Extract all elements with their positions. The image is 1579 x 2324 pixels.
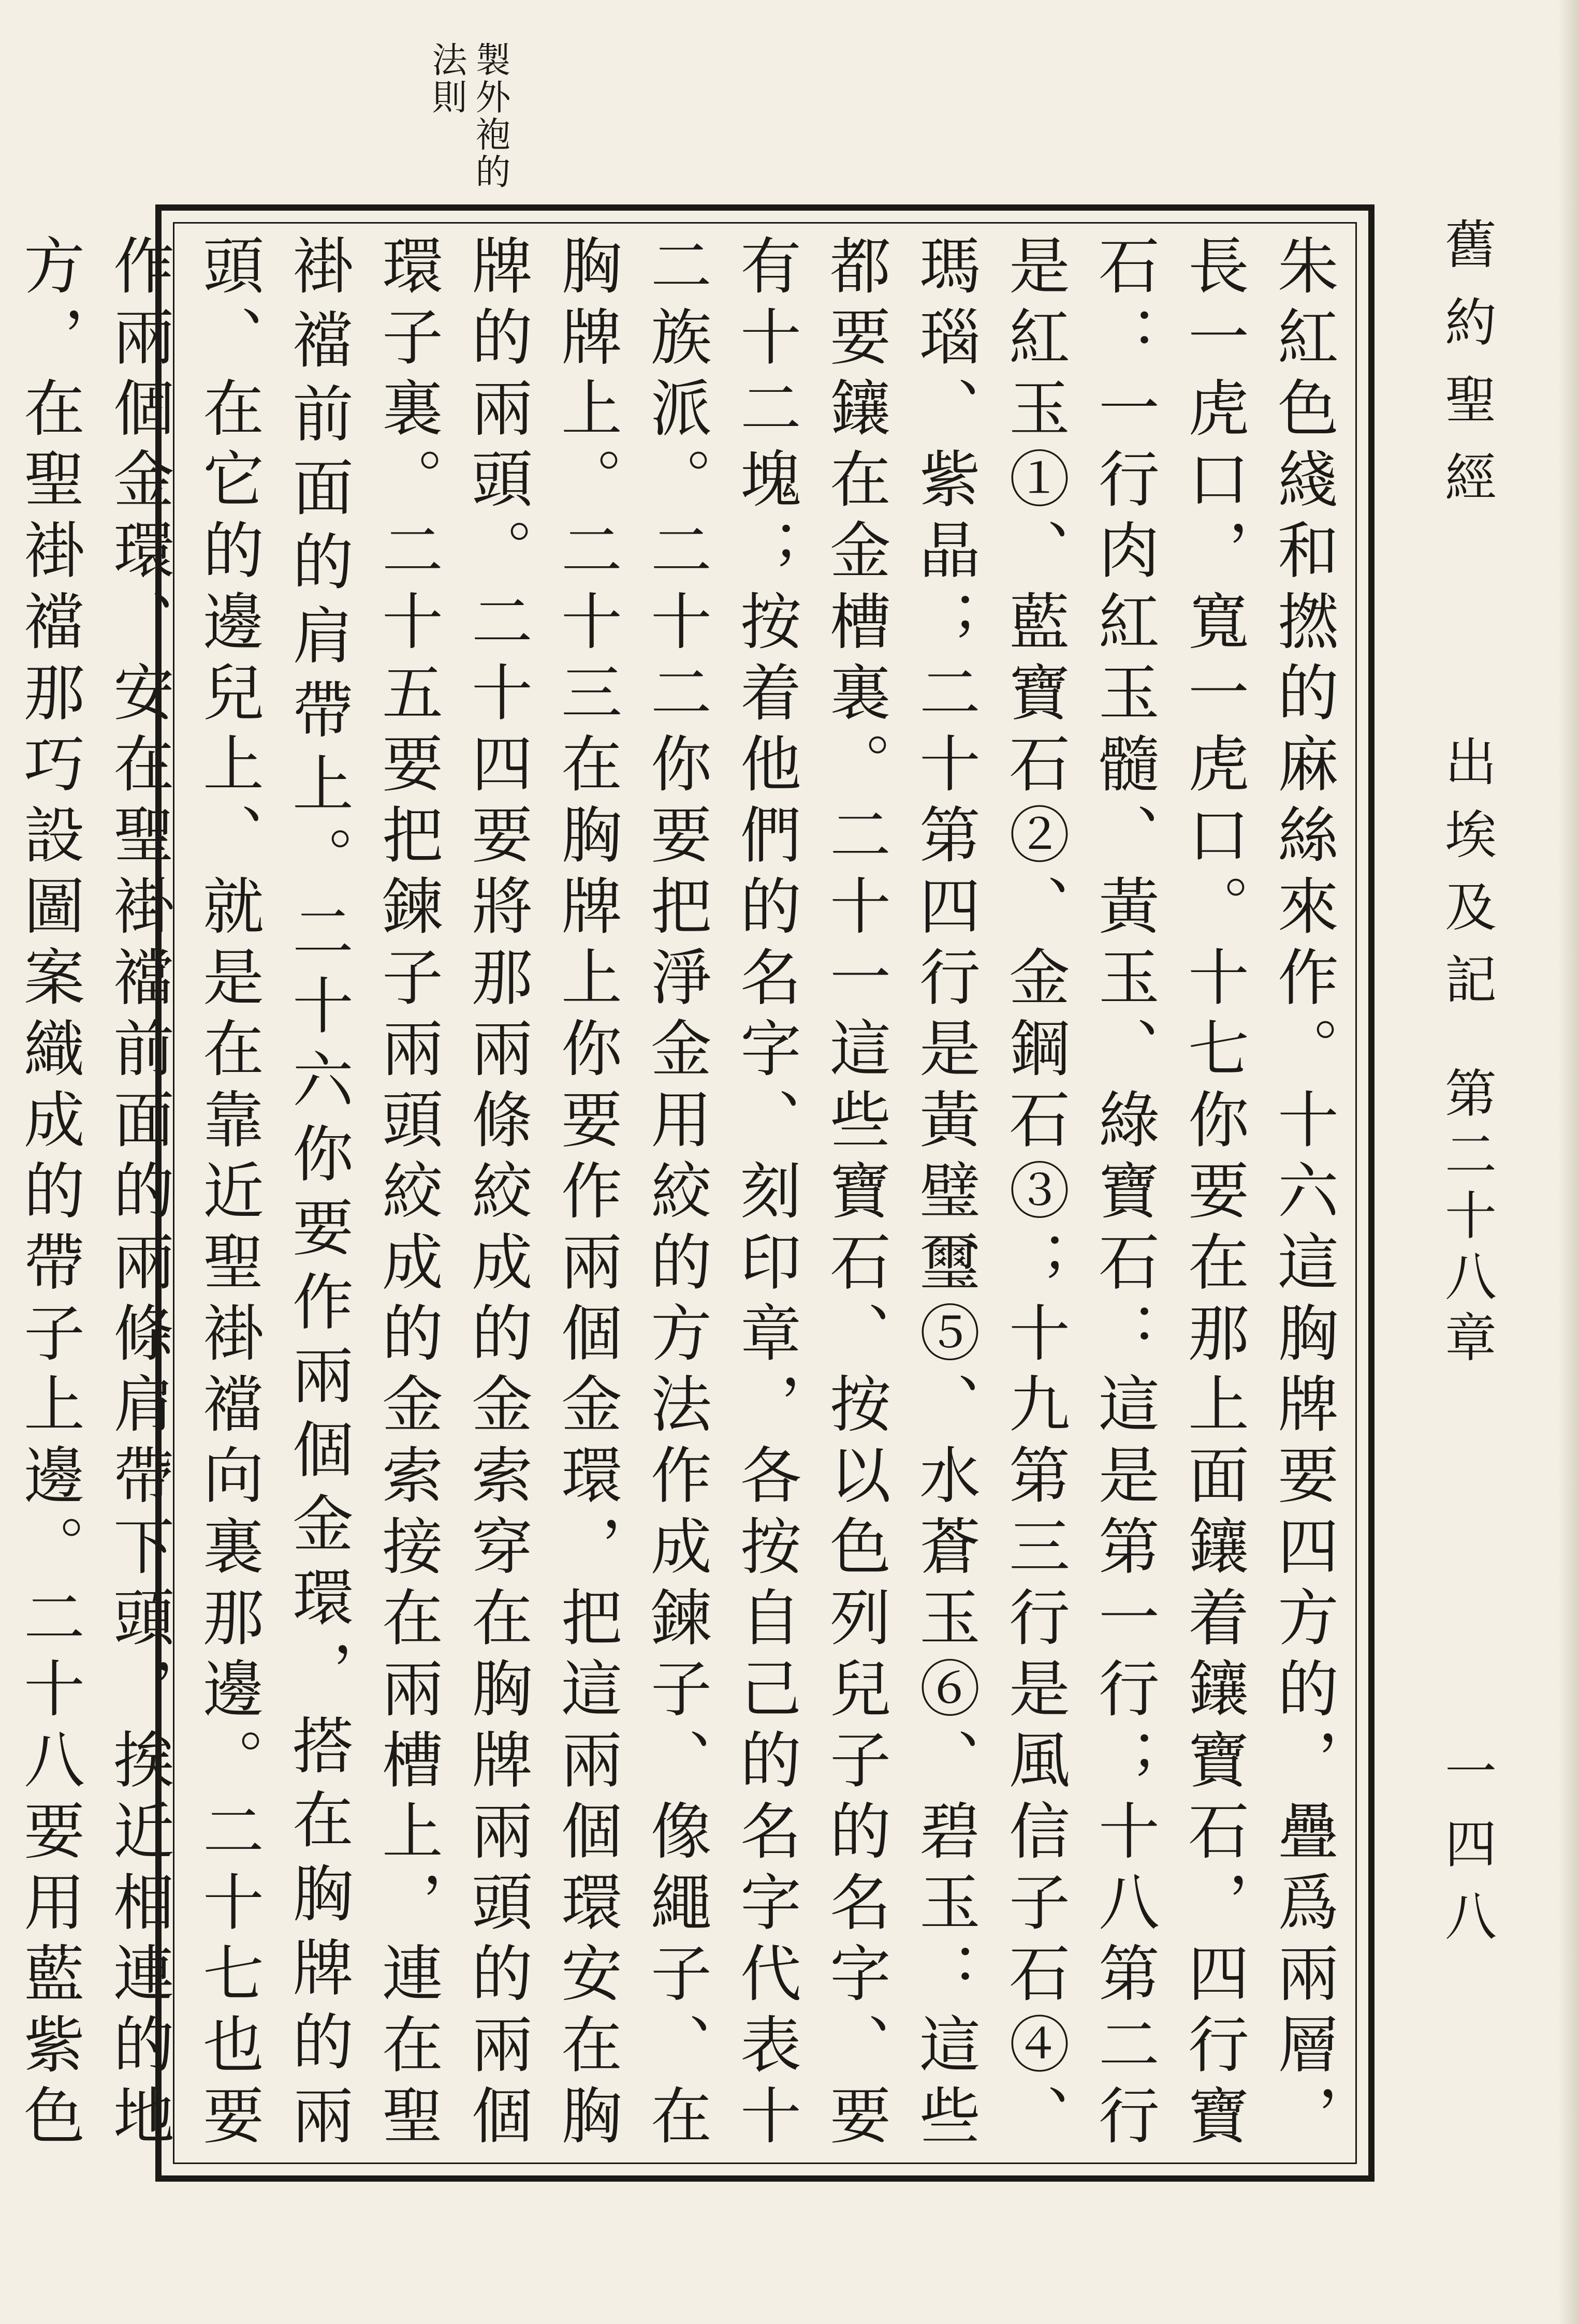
running-header — [1398, 217, 1512, 2236]
scripture-body-text: 朱紅色綫和撚的麻絲來作。十六這胸牌要四方的，疊爲兩層，長一虎口，寬一虎口。十七你要在那上面鑲着鑲寶石，四行寶石：一行肉紅玉髓、黃玉、綠寶石：這是第一行；十八第二行是紅玉①、藍寶石②、金鋼石③；十九第三行是風信子石④、瑪瑙、紫晶；二十第四行是黃璧璽⑤、水蒼玉⑥、碧玉：這些都要鑲在金槽裏。二十一這些寶石、按以色列兒子的名字、要有十二塊；按着他們的名字、刻印章，各按自己的名字代表十二族派。二十二你要把淨金用絞的方法作成鍊子、像繩子、在胸牌上。二十三在胸牌上你要作兩個金環，把這兩個環安在胸牌的兩頭。二十四要將那兩條絞成的金索穿在胸牌兩頭的兩個環子裏。二十五要把鍊子兩頭絞成的金索接在兩槽上，連在聖褂襠前面的肩帶上。二十六你要作兩個金環，搭在胸牌的兩頭、在它的邊兒上、就是在靠近聖褂襠向裏那邊。二十七也要作兩個金環、安在聖褂襠前面的兩條肩帶下頭，挨近相連的地方，在聖褂襠那巧設圖案織成的帶子上邊。二十八要用藍紫色 — [13, 234, 1339, 2155]
chapter-number: 第二十八章 — [1436, 1066, 1497, 1372]
margin-note-line: 製外袍的 — [470, 41, 510, 190]
page-edge — [1558, 0, 1579, 2324]
chapter-label: 出埃及記 — [1436, 735, 1497, 1025]
margin-note-line: 法則 — [426, 41, 467, 116]
page-number: 一四八 — [1436, 1744, 1497, 1962]
book-title: 舊約聖經 — [1436, 217, 1497, 528]
text-frame — [13, 204, 1375, 2182]
margin-note — [425, 41, 511, 190]
